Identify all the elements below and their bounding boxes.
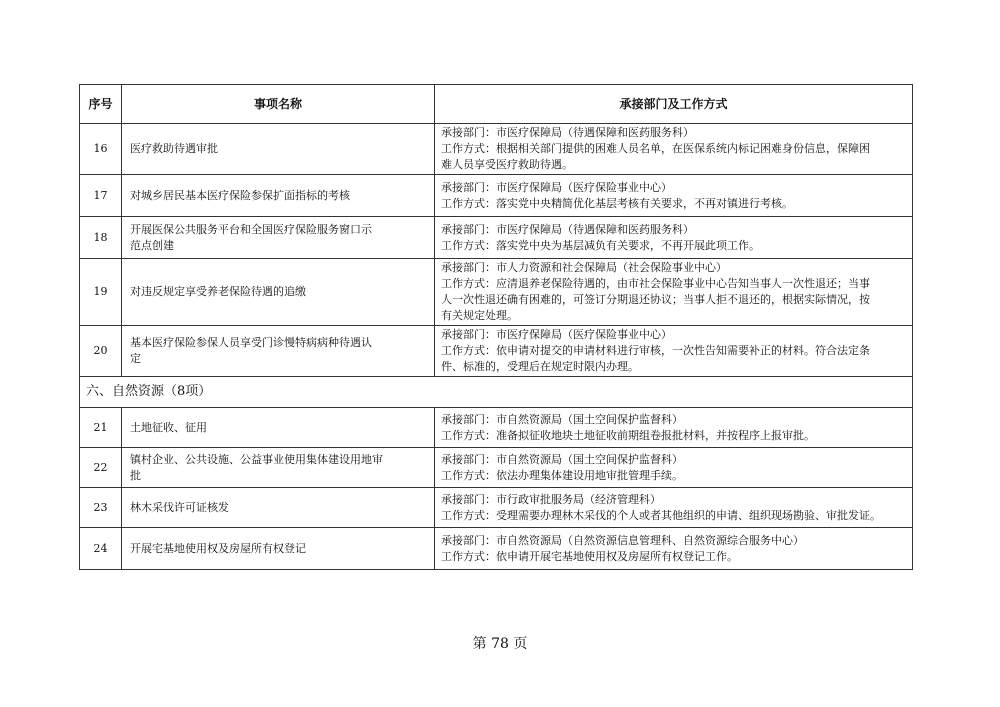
table-row — [80, 488, 913, 528]
table-row — [80, 326, 913, 377]
item-name — [122, 175, 435, 217]
dept-line: 人一次性退还确有困难的，可签订分期退还协议；当事人拒不退还的，根据实际情况，按 — [441, 293, 870, 306]
dept-line: 承接部门：市医疗保障局（医疗保险事业中心） — [441, 180, 672, 194]
row-number: 22 — [80, 448, 122, 488]
item-name — [122, 408, 435, 448]
item-name — [122, 326, 435, 377]
dept-and-method — [435, 124, 913, 175]
row-number: 24 — [80, 528, 122, 570]
table-body-natural-resources — [80, 408, 913, 570]
table-row — [80, 259, 913, 326]
item-name — [122, 488, 435, 528]
dept-line: 工作方式：落实党中央精简优化基层考核有关要求，不再对镇进行考核。 — [441, 196, 793, 210]
table-row — [80, 217, 913, 259]
dept-line: 工作方式：依申请对提交的申请材料进行审核，一次性告知需要补正的材料。符合法定条 — [441, 344, 870, 357]
item-name — [122, 124, 435, 175]
row-number: 20 — [80, 326, 122, 377]
dept-line: 承接部门：市自然资源局（自然资源信息管理科、自然资源综合服务中心） — [441, 533, 804, 547]
item-name-line: 镇村企业、公共设施、公益事业使用集体建设用地审 — [130, 452, 383, 466]
dept-line: 件、标准的，受理后在规定时限内办理。 — [441, 360, 639, 373]
table-row — [80, 124, 913, 175]
dept-and-method — [435, 175, 913, 217]
table-row — [80, 175, 913, 217]
table-header-row — [80, 85, 913, 124]
item-name-line: 开展宅基地使用权及房屋所有权登记 — [130, 541, 306, 555]
header-name: 事项名称 — [122, 85, 435, 124]
dept-line: 工作方式：应清退养老保险待遇的，由市社会保险事业中心告知当事人一次性退还；当事 — [441, 277, 870, 290]
item-name-line: 定 — [130, 352, 141, 365]
table-row — [80, 528, 913, 570]
header-no: 序号 — [80, 85, 122, 124]
item-name-line: 对违反规定享受养老保险待遇的追缴 — [130, 285, 306, 298]
item-name — [122, 528, 435, 570]
dept-line: 承接部门：市行政审批服务局（经济管理科） — [441, 492, 661, 506]
item-name — [122, 448, 435, 488]
header-dept: 承接部门及工作方式 — [435, 85, 913, 124]
dept-line: 有关规定处理。 — [441, 309, 518, 322]
page-number: 第 78 页 — [472, 636, 528, 652]
table-body-health — [80, 124, 913, 377]
dept-line: 承接部门：市医疗保障局（待遇保障和医药服务科） — [441, 126, 694, 139]
item-name-line: 范点创建 — [130, 238, 174, 252]
section-row — [80, 377, 913, 408]
item-name-line: 基本医疗保险参保人员享受门诊慢特病病种待遇认 — [130, 336, 372, 349]
item-name-line: 林木采伐许可证核发 — [130, 500, 229, 514]
row-number: 17 — [80, 175, 122, 217]
dept-and-method — [435, 408, 913, 448]
dept-and-method — [435, 326, 913, 377]
dept-and-method — [435, 259, 913, 326]
dept-line: 工作方式：依法办理集体建设用地审批管理手续。 — [441, 468, 683, 482]
item-name-line: 对城乡居民基本医疗保险参保扩面指标的考核 — [130, 188, 350, 202]
dept-line: 承接部门：市自然资源局（国土空间保护监督科） — [441, 412, 683, 426]
dept-line: 工作方式：根据相关部门提供的困难人员名单，在医保系统内标记困难身份信息，保障困 — [441, 142, 870, 155]
row-number: 23 — [80, 488, 122, 528]
row-number: 19 — [80, 259, 122, 326]
item-name-line: 批 — [130, 468, 141, 482]
item-name — [122, 217, 435, 259]
dept-line: 承接部门：市人力资源和社会保障局（社会保险事业中心） — [441, 261, 727, 274]
dept-and-method — [435, 217, 913, 259]
table-row — [80, 448, 913, 488]
item-name-line: 医疗救助待遇审批 — [130, 142, 218, 155]
item-name-line: 开展医保公共服务平台和全国医疗保险服务窗口示 — [130, 222, 372, 236]
dept-and-method — [435, 528, 913, 570]
dept-line: 承接部门：市医疗保障局（医疗保险事业中心） — [441, 328, 672, 341]
item-name — [122, 259, 435, 326]
dept-and-method — [435, 448, 913, 488]
dept-line: 工作方式：受理需要办理林木采伐的个人或者其他组织的申请、组织现场勘验、审批发证。 — [441, 508, 881, 522]
dept-line: 工作方式：依申请开展宅基地使用权及房屋所有权登记工作。 — [441, 549, 738, 563]
dept-line: 承接部门：市自然资源局（国土空间保护监督科） — [441, 452, 683, 466]
item-name-line: 土地征收、征用 — [130, 420, 207, 434]
dept-line: 工作方式：准备拟征收地块土地征收前期组卷报批材料，并按程序上报审批。 — [441, 428, 815, 442]
row-number: 18 — [80, 217, 122, 259]
section-title: 六、自然资源（8项） — [80, 377, 913, 408]
dept-line: 工作方式：落实党中央为基层减负有关要求，不再开展此项工作。 — [441, 238, 760, 252]
table-row — [80, 408, 913, 448]
section-block — [80, 377, 913, 408]
row-number: 21 — [80, 408, 122, 448]
items-table — [79, 84, 913, 570]
row-number: 16 — [80, 124, 122, 175]
dept-line: 承接部门：市医疗保障局（待遇保障和医药服务科） — [441, 222, 694, 236]
dept-line: 难人员享受医疗救助待遇。 — [441, 158, 573, 171]
dept-and-method — [435, 488, 913, 528]
